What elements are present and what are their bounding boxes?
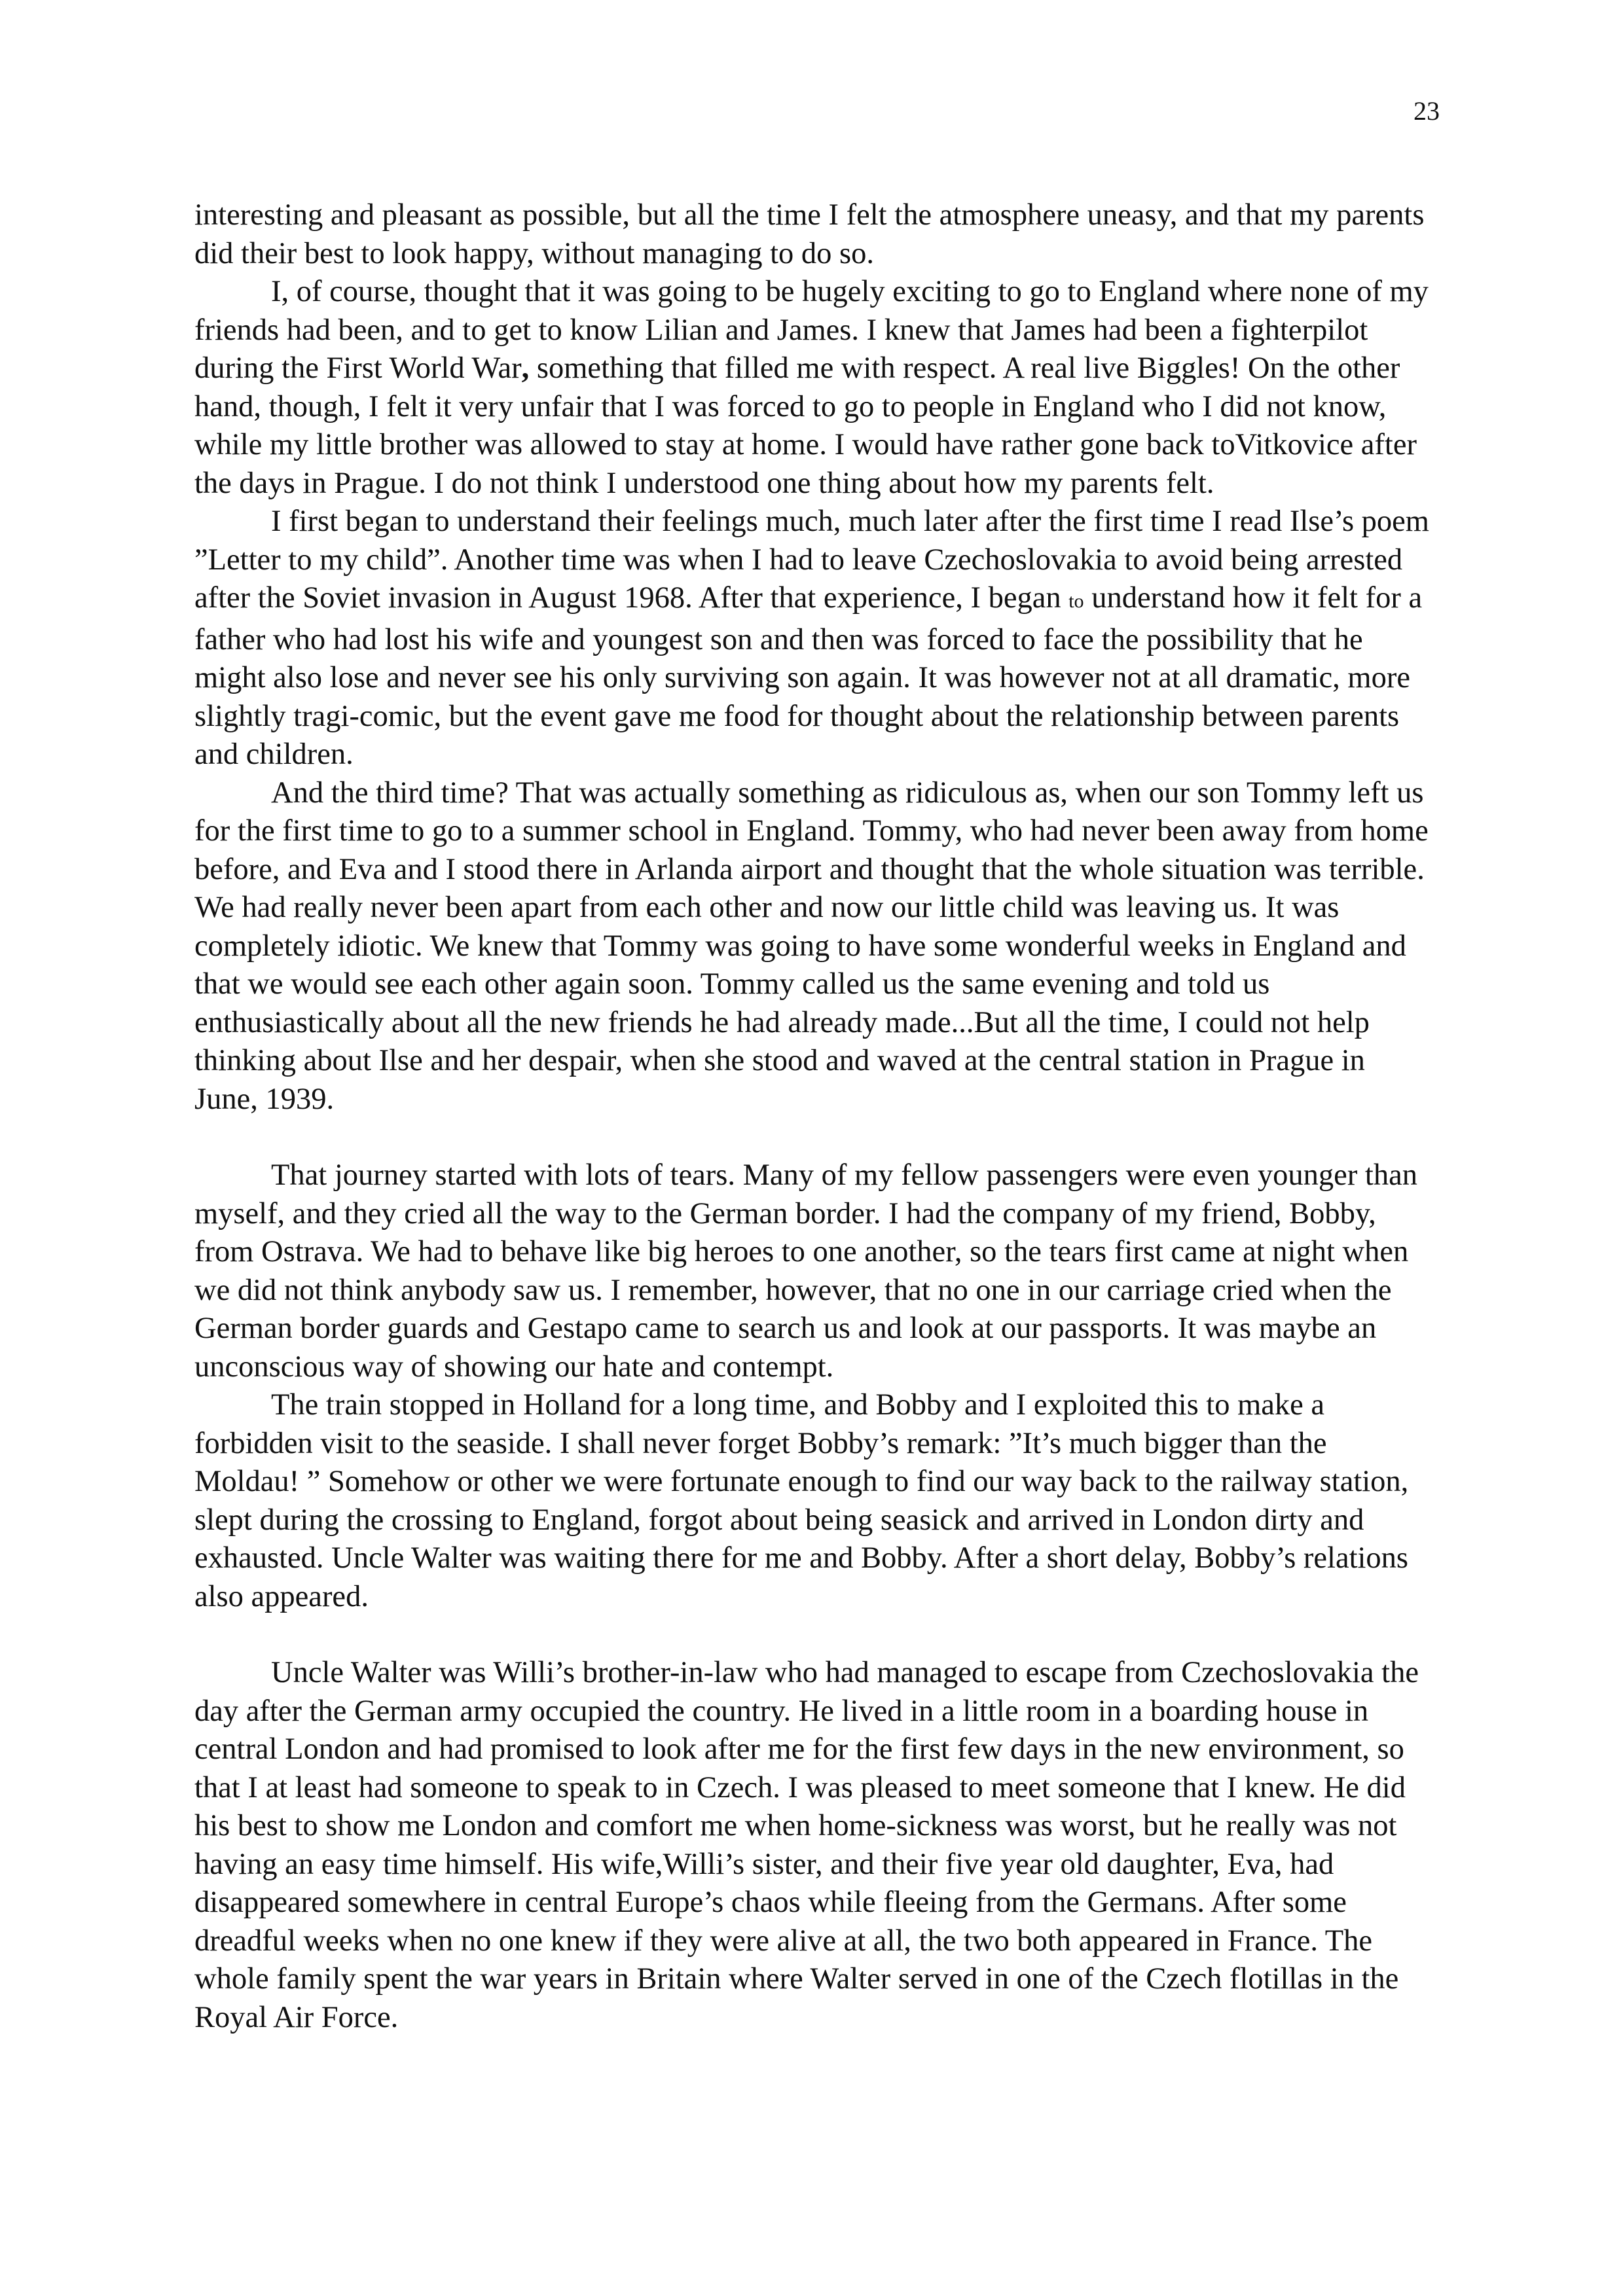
paragraph-7: Uncle Walter was Willi’s brother-in-law who had managed to escape from Czechoslovakia the day after the German army occupied the country. He lived in a little room in a boarding house in central London and had promised to look after me for the first few days in the new environment, so that I at least had someone to speak to in Czech. I was pleased to meet someone that I knew. He did his best to show me London and comfort me when home-sickness was worst, but he really was not having an easy time himself. His wife,Willi’s sister, and their five year old daughter, Eva, had disappeared somewhere in central Europe’s chaos while fleeing from the Germans. After some dreadful weeks when no one knew if they were alive at all, the two both appeared in France. The whole family spent the war years in Britain where Walter served in one of the Czech flotillas in the Royal Air Force. <box>194 1656 1419 2034</box>
paragraph-3-small-word: to <box>1068 590 1084 612</box>
paragraph-5: That journey started with lots of tears. Many of my fellow passengers were even younger than myself, and they cried all the way to the German border. I had the company of my friend, Bobby, from Ostrava. We had to behave like big heroes to one another, so the tears first came at night when we did not think anybody saw us. I remember, however, that no one in our carriage cried when the German border guards and Gestapo came to search us and look at our passports. It was maybe an unconscious way of showing our hate and contempt. <box>194 1158 1417 1384</box>
paragraph-2-part-b: something that filled me with respect. A real live Biggles! On the other hand, though, I felt it very unfair that I was forced to go to people in England who I did not know, while my little brother was allowed to stay at home. I would have rather gone back toVitkovice after the days in Prague. I do not think I understood one thing about how my parents felt. <box>194 351 1417 500</box>
paragraph-2-part-a: I, of course, thought that it was going to be hugely exciting to go to England where none of my friends had been, and to get to know Lilian and James. I knew that James had been a fighterpilot during the First World War <box>194 275 1429 385</box>
page-number: 23 <box>1413 96 1440 126</box>
paragraph-4: And the third time? That was actually something as ridiculous as, when our son Tommy left us for the first time to go to a summer school in England. Tommy, who had never been away from home before, and Eva and I stood there in Arlanda airport and thought that the whole situation was terrible. We had really never been apart from each other and now our little child was leaving us. It was completely idiotic. We knew that Tommy was going to have some wonderful weeks in England and that we would see each other again soon. Tommy called us the same evening and told us enthusiastically about all the new friends he had already made...But all the time, I could not help thinking about Ilse and her despair, when she stood and waved at the central station in Prague in June, 1939. <box>194 776 1429 1116</box>
paragraph-6: The train stopped in Holland for a long time, and Bobby and I exploited this to make a forbidden visit to the seaside. I shall never forget Bobby’s remark: ”It’s much bigger than the Moldau! ” Somehow or other we were fortunate enough to find our way back to the railway station, slept during the crossing to England, forgot about being seasick and arrived in London dirty and exhausted. Uncle Walter was waiting there for me and Bobby. After a short delay, Bobby’s relations also appeared. <box>194 1388 1409 1613</box>
paragraph-1: interesting and pleasant as possible, but all the time I felt the atmosphere uneasy, and that my parents did their best to look happy, without managing to do so. <box>194 198 1425 270</box>
paragraph-2-bold-comma: , <box>521 351 530 385</box>
paragraph-3 <box>194 503 1432 774</box>
paragraph-2 <box>194 273 1432 503</box>
paragraph-3-part-a: I first began to understand their feelings much, much later after the first time I read Ilse’s poem ”Letter to my child”. Another time was when I had to leave Czechoslovakia to avoid being arrested after the Soviet invasion in August 1968. After that experience, I began <box>194 505 1429 615</box>
body-text <box>194 196 1432 2037</box>
paragraph-3-part-b: understand how it felt for a father who had lost his wife and youngest son and then was forced to face the possibility that he might also lose and never see his only surviving son again. It was however not at all dramatic, more slightly tragi-comic, but the event gave me food for thought about the relationship between parents and children. <box>194 581 1423 771</box>
